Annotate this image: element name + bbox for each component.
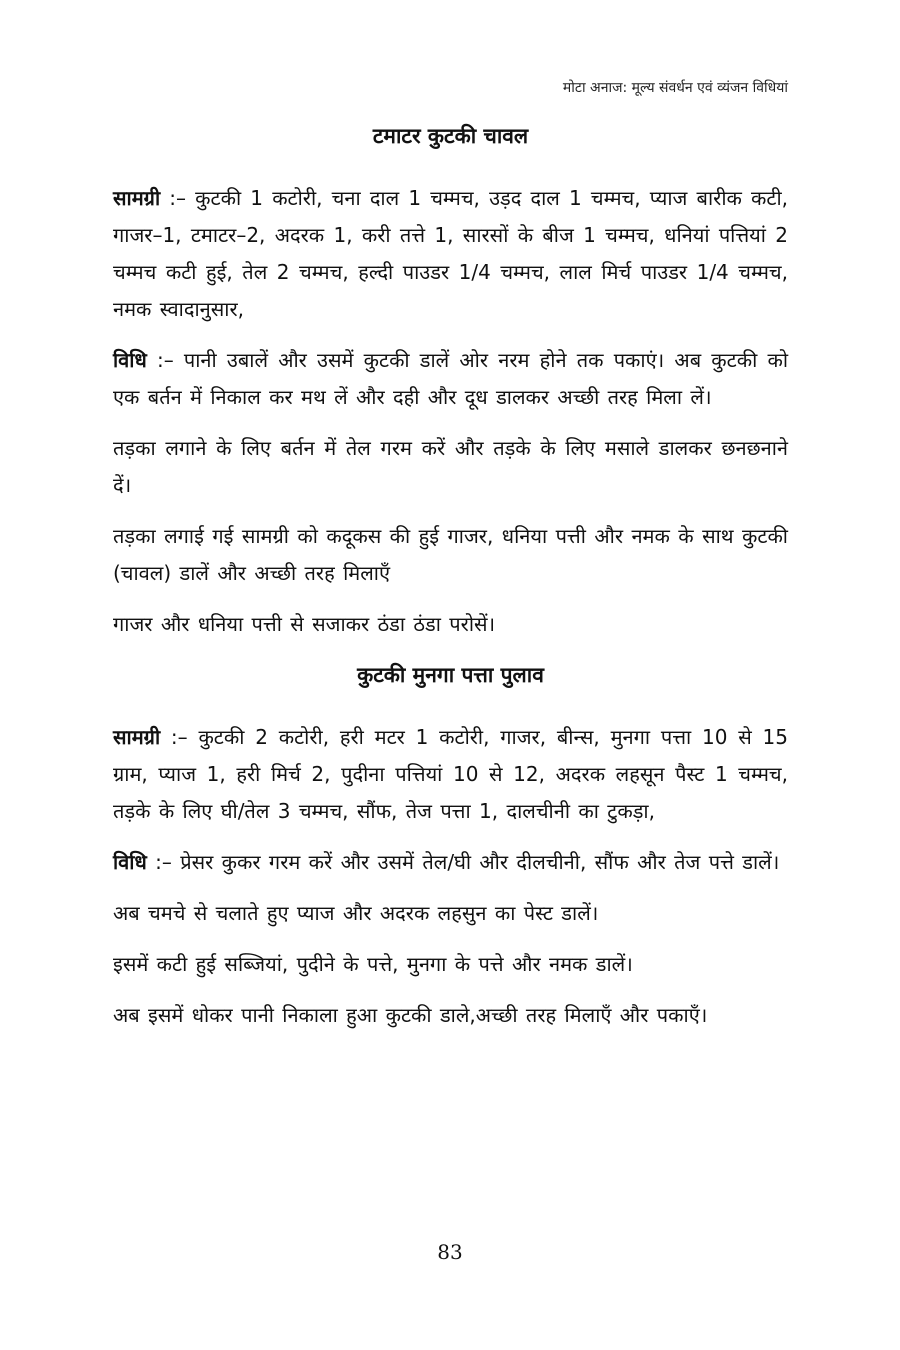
method-step: अब चमचे से चलाते हुए प्याज और अदरक लहसुन का पेस्ट डालें। [113,901,599,925]
ingredients-paragraph [113,180,788,328]
method-step: गाजर और धनिया पत्ती से सजाकर ठंडा ठंडा परोसें। [113,612,496,636]
ingredients-text: :– कुटकी 1 कटोरी, चना दाल 1 चम्मच, उड़द दाल 1 चम्मच, प्याज बारीक कटी, गाजर–1, टमाटर–2, अदरक 1, करी तत्ते 1, सारसों के बीज 1 चम्मच, धनियां पत्तियां 2 चम्मच कटी हुई, तेल 2 चम्मच, हल्दी पाउडर 1/4 चम्मच, लाल मिर्च पाउडर 1/4 चम्मच, नमक स्वादानुसार, [113,186,788,321]
recipe-title-kutki-moringa-pulao: कुटकी मुनगा पत्ता पुलाव [357,663,544,687]
method-text: :– पानी उबालें और उसमें कुटकी डालें ओर नरम होने तक पकाएं। अब कुटकी को एक बर्तन में निकाल कर मथ लें और दही और दूध डालकर अच्छी तरह मिला लें। [113,348,788,409]
method-step: अब इसमें धोकर पानी निकाला हुआ कुटकी डाले,अच्छी तरह मिलाएँ और पकाएँ। [113,1003,708,1027]
ingredients-label: सामग्री [113,186,161,210]
running-header: मोटा अनाज: मूल्य संवर्धन एवं व्यंजन विधियां [562,80,788,96]
method-text: :– प्रेसर कुकर गरम करें और उसमें तेल/घी और दीलचीनी, सौंफ और तेज पत्ते डालें। [146,850,780,874]
method-step: तड़का लगाई गई सामग्री को कदूकस की हुई गाजर, धनिया पत्ती और नमक के साथ कुटकी (चावल) डालें और अच्छी तरह मिलाएँ [113,524,788,585]
method-paragraph [113,844,788,881]
ingredients-paragraph [113,719,788,830]
method-label: विधि [113,850,147,874]
recipe-title-tomato-kutki-rice: टमाटर कुटकी चावल [372,124,529,148]
method-paragraph [113,342,788,416]
method-step: तड़का लगाने के लिए बर्तन में तेल गरम करें और तड़के के लिए मसाले डालकर छनछनाने दें। [113,436,788,497]
ingredients-label: सामग्री [113,725,161,749]
page-content [113,118,788,1048]
method-step: इसमें कटी हुई सब्जियां, पुदीने के पत्ते, मुनगा के पत्ते और नमक डालें। [113,952,633,976]
method-label: विधि [113,348,147,372]
page-number: 83 [437,1240,463,1264]
ingredients-text: :– कुटकी 2 कटोरी, हरी मटर 1 कटोरी, गाजर, बीन्स, मुनगा पत्ता 10 से 15 ग्राम, प्याज 1, हरी मिर्च 2, पुदीना पत्तियां 10 से 12, अदरक लहसून पैस्ट 1 चम्मच, तड़के के लिए घी/तेल 3 चम्मच, सौंफ, तेज पत्ता 1, दालचीनी का टुकड़ा, [113,725,788,823]
